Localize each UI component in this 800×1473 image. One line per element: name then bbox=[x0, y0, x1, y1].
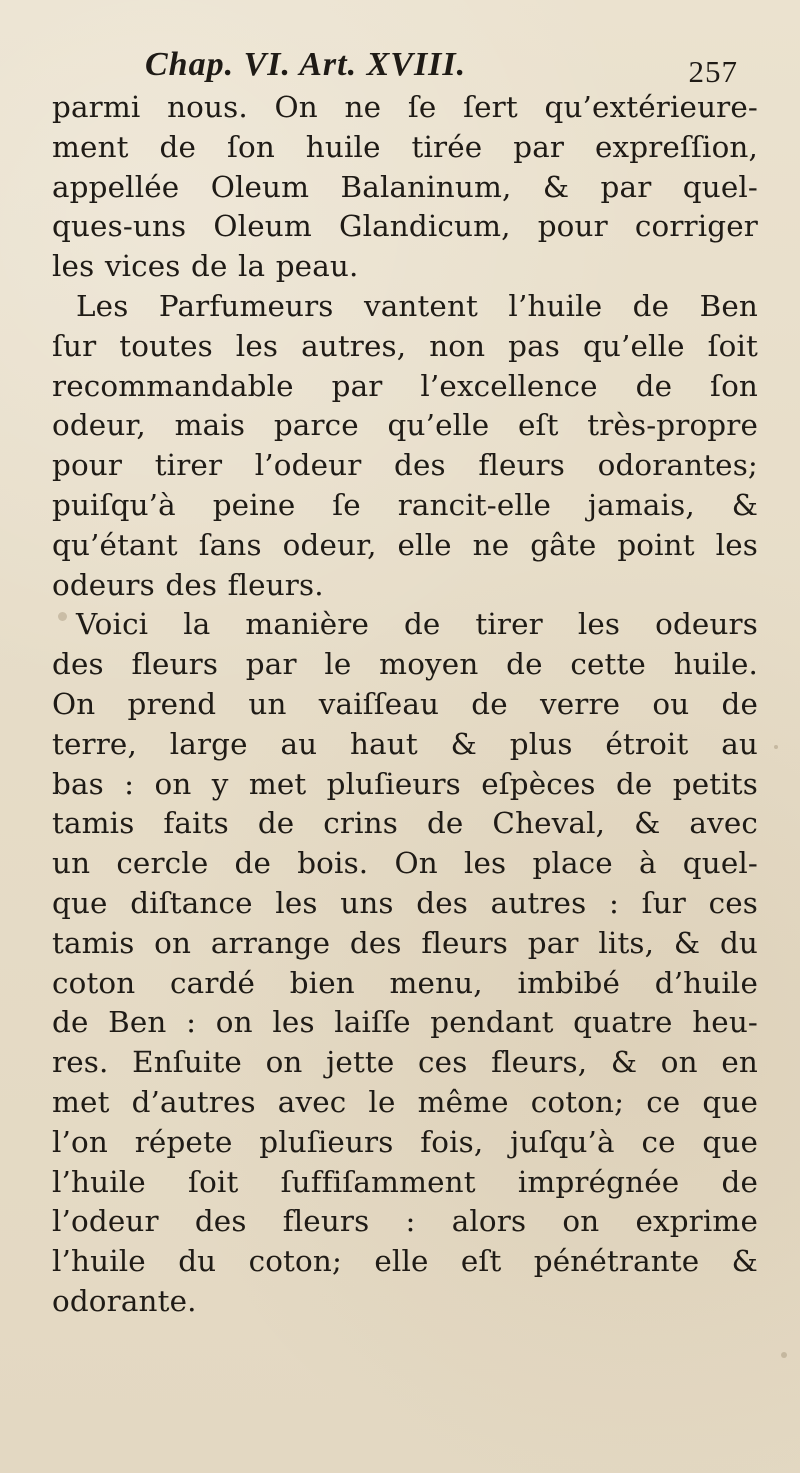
text-line: l’odeur des fleurs : alors on exprime bbox=[52, 1204, 758, 1239]
ink-spot bbox=[58, 612, 67, 621]
text-line: ſur toutes les autres, non pas qu’elle ſoit bbox=[52, 328, 758, 363]
text-line: pour tirer l’odeur des fleurs odorantes; bbox=[52, 448, 758, 483]
text-line: l’on répete pluſieurs fois, juſqu’à ce que bbox=[52, 1124, 758, 1159]
text-line: On prend un vaiſſeau de verre ou de bbox=[52, 686, 758, 721]
running-head: Chap. VI. Art. XVIII. bbox=[145, 46, 467, 83]
page-number: 257 bbox=[688, 54, 738, 89]
text-line: terre, large au haut & plus étroit au bbox=[52, 726, 758, 761]
text-line: odorante. bbox=[52, 1283, 197, 1318]
text-line: recommandable par l’excellence de ſon bbox=[52, 368, 758, 403]
text-line: coton cardé bien menu, imbibé d’huile bbox=[52, 965, 758, 1000]
paragraph-start-line: Les Parfumeurs vantent l’huile de Ben bbox=[76, 288, 758, 323]
text-line: tamis faits de crins de Cheval, & avec bbox=[52, 806, 758, 841]
text-line: l’huile ſoit ſuffiſamment imprégnée de bbox=[52, 1164, 758, 1199]
text-line: ment de ſon huile tirée par expreſſion, bbox=[52, 129, 758, 164]
ink-spot bbox=[774, 745, 778, 749]
ink-spot bbox=[781, 1352, 787, 1358]
text-line: odeur, mais parce qu’elle eſt très-propre bbox=[52, 408, 758, 443]
text-line: puiſqu’à peine ſe rancit-elle jamais, & bbox=[52, 487, 758, 522]
text-line: des fleurs par le moyen de cette huile. bbox=[52, 647, 758, 682]
text-line: que diſtance les uns des autres : ſur ces bbox=[52, 885, 758, 920]
text-line: qu’étant ſans odeur, elle ne gâte point les bbox=[52, 527, 758, 562]
text-line: bas : on y met pluſieurs eſpèces de petits bbox=[52, 766, 758, 801]
text-line: tamis on arrange des fleurs par lits, & du bbox=[52, 925, 758, 960]
text-line: odeurs des fleurs. bbox=[52, 567, 324, 602]
text-line: met d’autres avec le même coton; ce que bbox=[52, 1084, 758, 1119]
text-line: l’huile du coton; elle eſt pénétrante & bbox=[52, 1244, 758, 1279]
text-line: parmi nous. On ne ſe ſert qu’extérieure- bbox=[52, 90, 758, 124]
text-line: un cercle de bois. On les place à quel- bbox=[52, 846, 758, 881]
text-line: res. Enſuite on jette ces fleurs, & on en bbox=[52, 1045, 758, 1080]
text-line: les vices de la peau. bbox=[52, 249, 359, 284]
text-line: ques-uns Oleum Glandicum, pour corriger bbox=[52, 209, 758, 244]
body-text bbox=[52, 88, 758, 1322]
paragraph-start-line: Voici la manière de tirer les odeurs bbox=[76, 607, 758, 642]
text-line: de Ben : on les laiſſe pendant quatre heu- bbox=[52, 1005, 758, 1040]
text-line: appellée Oleum Balaninum, & par quel- bbox=[52, 169, 758, 204]
